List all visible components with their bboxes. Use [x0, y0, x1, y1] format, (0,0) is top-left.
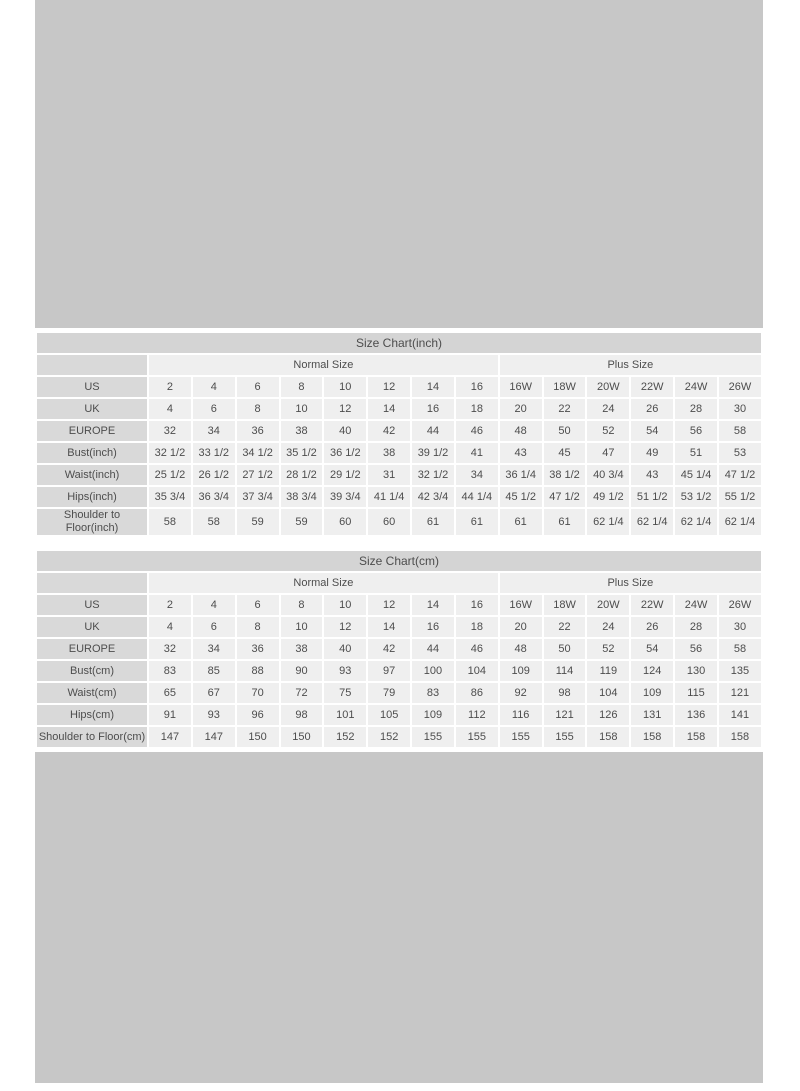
- value-cell: 61: [544, 509, 586, 535]
- value-cell: 65: [149, 683, 191, 703]
- value-cell: 72: [281, 683, 323, 703]
- value-cell: 130: [675, 661, 717, 681]
- value-cell: 62 1/4: [631, 509, 673, 535]
- value-cell: 52: [587, 421, 629, 441]
- value-cell: 6: [193, 399, 235, 419]
- value-cell: 45 1/4: [675, 465, 717, 485]
- row-label: UK: [37, 399, 147, 419]
- value-cell: 38: [281, 639, 323, 659]
- table-row: [37, 705, 761, 725]
- value-cell: 38 3/4: [281, 487, 323, 507]
- value-cell: 16: [412, 617, 454, 637]
- value-cell: 67: [193, 683, 235, 703]
- value-cell: 25 1/2: [149, 465, 191, 485]
- table-row: [37, 617, 761, 637]
- value-cell: 93: [324, 661, 366, 681]
- value-cell: 34 1/2: [237, 443, 279, 463]
- value-cell: 90: [281, 661, 323, 681]
- value-cell: 8: [281, 377, 323, 397]
- value-cell: 22: [544, 617, 586, 637]
- value-cell: 24W: [675, 377, 717, 397]
- row-label: Waist(inch): [37, 465, 147, 485]
- row-label: Bust(cm): [37, 661, 147, 681]
- value-cell: 38: [281, 421, 323, 441]
- value-cell: 34: [456, 465, 498, 485]
- value-cell: 20W: [587, 595, 629, 615]
- table-row: [37, 661, 761, 681]
- value-cell: 43: [500, 443, 542, 463]
- value-cell: 18W: [544, 377, 586, 397]
- value-cell: 79: [368, 683, 410, 703]
- value-cell: 37 3/4: [237, 487, 279, 507]
- value-cell: 4: [193, 377, 235, 397]
- value-cell: 32 1/2: [412, 465, 454, 485]
- value-cell: 158: [587, 727, 629, 747]
- value-cell: 42 3/4: [412, 487, 454, 507]
- value-cell: 6: [237, 595, 279, 615]
- value-cell: 121: [719, 683, 761, 703]
- size-charts-section: [35, 331, 763, 749]
- value-cell: 136: [675, 705, 717, 725]
- table-row: [37, 727, 761, 747]
- row-label: Hips(inch): [37, 487, 147, 507]
- row-label: EUROPE: [37, 421, 147, 441]
- size-chart-cm-table: [35, 549, 763, 749]
- value-cell: 62 1/4: [719, 509, 761, 535]
- value-cell: 46: [456, 639, 498, 659]
- value-cell: 36 1/4: [500, 465, 542, 485]
- value-cell: 126: [587, 705, 629, 725]
- value-cell: 41: [456, 443, 498, 463]
- value-cell: 44: [412, 639, 454, 659]
- value-cell: 53: [719, 443, 761, 463]
- value-cell: 91: [149, 705, 191, 725]
- value-cell: 8: [237, 617, 279, 637]
- value-cell: 2: [149, 377, 191, 397]
- value-cell: 26 1/2: [193, 465, 235, 485]
- value-cell: 16: [456, 377, 498, 397]
- table-row: [37, 639, 761, 659]
- value-cell: 40: [324, 639, 366, 659]
- group-header-blank-cell: [37, 573, 147, 593]
- value-cell: 49 1/2: [587, 487, 629, 507]
- value-cell: 16W: [500, 377, 542, 397]
- value-cell: 59: [281, 509, 323, 535]
- value-cell: 50: [544, 421, 586, 441]
- value-cell: 22W: [631, 377, 673, 397]
- value-cell: 58: [719, 421, 761, 441]
- value-cell: 26: [631, 617, 673, 637]
- value-cell: 152: [324, 727, 366, 747]
- value-cell: 58: [193, 509, 235, 535]
- value-cell: 62 1/4: [587, 509, 629, 535]
- value-cell: 60: [324, 509, 366, 535]
- row-label: Shoulder to Floor(cm): [37, 727, 147, 747]
- value-cell: 58: [149, 509, 191, 535]
- table-row: [37, 595, 761, 615]
- value-cell: 28: [675, 617, 717, 637]
- value-cell: 45: [544, 443, 586, 463]
- value-cell: 8: [281, 595, 323, 615]
- value-cell: 14: [368, 399, 410, 419]
- value-cell: 150: [237, 727, 279, 747]
- value-cell: 158: [675, 727, 717, 747]
- value-cell: 30: [719, 399, 761, 419]
- value-cell: 10: [324, 595, 366, 615]
- value-cell: 131: [631, 705, 673, 725]
- value-cell: 14: [412, 595, 454, 615]
- value-cell: 4: [193, 595, 235, 615]
- value-cell: 44: [412, 421, 454, 441]
- value-cell: 10: [324, 377, 366, 397]
- value-cell: 4: [149, 399, 191, 419]
- value-cell: 18W: [544, 595, 586, 615]
- value-cell: 35 1/2: [281, 443, 323, 463]
- value-cell: 70: [237, 683, 279, 703]
- value-cell: 119: [587, 661, 629, 681]
- value-cell: 141: [719, 705, 761, 725]
- value-cell: 51 1/2: [631, 487, 673, 507]
- value-cell: 12: [324, 617, 366, 637]
- value-cell: 83: [149, 661, 191, 681]
- value-cell: 86: [456, 683, 498, 703]
- value-cell: 26: [631, 399, 673, 419]
- value-cell: 36 3/4: [193, 487, 235, 507]
- value-cell: 98: [281, 705, 323, 725]
- value-cell: 147: [149, 727, 191, 747]
- value-cell: 22: [544, 399, 586, 419]
- value-cell: 30: [719, 617, 761, 637]
- value-cell: 26W: [719, 377, 761, 397]
- value-cell: 26W: [719, 595, 761, 615]
- row-label: US: [37, 595, 147, 615]
- value-cell: 46: [456, 421, 498, 441]
- value-cell: 42: [368, 421, 410, 441]
- value-cell: 42: [368, 639, 410, 659]
- value-cell: 28 1/2: [281, 465, 323, 485]
- value-cell: 28: [675, 399, 717, 419]
- value-cell: 92: [500, 683, 542, 703]
- value-cell: 16: [412, 399, 454, 419]
- value-cell: 62 1/4: [675, 509, 717, 535]
- value-cell: 158: [631, 727, 673, 747]
- value-cell: 112: [456, 705, 498, 725]
- value-cell: 44 1/4: [456, 487, 498, 507]
- group-header-normal-size: Normal Size: [149, 573, 498, 593]
- value-cell: 34: [193, 421, 235, 441]
- value-cell: 97: [368, 661, 410, 681]
- value-cell: 12: [324, 399, 366, 419]
- value-cell: 40: [324, 421, 366, 441]
- group-header-plus-size: Plus Size: [500, 355, 761, 375]
- value-cell: 54: [631, 421, 673, 441]
- value-cell: 52: [587, 639, 629, 659]
- group-header-normal-size: Normal Size: [149, 355, 498, 375]
- value-cell: 32: [149, 639, 191, 659]
- value-cell: 18: [456, 399, 498, 419]
- value-cell: 8: [237, 399, 279, 419]
- value-cell: 10: [281, 617, 323, 637]
- value-cell: 10: [281, 399, 323, 419]
- value-cell: 61: [456, 509, 498, 535]
- value-cell: 54: [631, 639, 673, 659]
- value-cell: 109: [500, 661, 542, 681]
- value-cell: 116: [500, 705, 542, 725]
- value-cell: 150: [281, 727, 323, 747]
- value-cell: 53 1/2: [675, 487, 717, 507]
- value-cell: 61: [412, 509, 454, 535]
- value-cell: 104: [587, 683, 629, 703]
- size-chart-inch-table: [35, 331, 763, 537]
- value-cell: 32 1/2: [149, 443, 191, 463]
- value-cell: 18: [456, 617, 498, 637]
- value-cell: 85: [193, 661, 235, 681]
- value-cell: 56: [675, 639, 717, 659]
- value-cell: 109: [412, 705, 454, 725]
- value-cell: 114: [544, 661, 586, 681]
- value-cell: 24W: [675, 595, 717, 615]
- value-cell: 105: [368, 705, 410, 725]
- value-cell: 39 1/2: [412, 443, 454, 463]
- value-cell: 33 1/2: [193, 443, 235, 463]
- table-row: [37, 377, 761, 397]
- value-cell: 38: [368, 443, 410, 463]
- value-cell: 155: [456, 727, 498, 747]
- value-cell: 20: [500, 617, 542, 637]
- value-cell: 47 1/2: [544, 487, 586, 507]
- table-row: [37, 465, 761, 485]
- value-cell: 158: [719, 727, 761, 747]
- value-cell: 48: [500, 421, 542, 441]
- value-cell: 121: [544, 705, 586, 725]
- value-cell: 16: [456, 595, 498, 615]
- value-cell: 58: [719, 639, 761, 659]
- value-cell: 96: [237, 705, 279, 725]
- value-cell: 50: [544, 639, 586, 659]
- group-header-blank-cell: [37, 355, 147, 375]
- table-row: [37, 487, 761, 507]
- value-cell: 41 1/4: [368, 487, 410, 507]
- value-cell: 31: [368, 465, 410, 485]
- value-cell: 6: [237, 377, 279, 397]
- value-cell: 152: [368, 727, 410, 747]
- value-cell: 22W: [631, 595, 673, 615]
- value-cell: 104: [456, 661, 498, 681]
- value-cell: 83: [412, 683, 454, 703]
- value-cell: 38 1/2: [544, 465, 586, 485]
- value-cell: 34: [193, 639, 235, 659]
- value-cell: 14: [412, 377, 454, 397]
- value-cell: 101: [324, 705, 366, 725]
- value-cell: 24: [587, 399, 629, 419]
- value-cell: 36: [237, 639, 279, 659]
- value-cell: 135: [719, 661, 761, 681]
- value-cell: 20W: [587, 377, 629, 397]
- row-label: Shoulder to Floor(inch): [37, 509, 147, 535]
- value-cell: 75: [324, 683, 366, 703]
- row-label: Hips(cm): [37, 705, 147, 725]
- value-cell: 12: [368, 595, 410, 615]
- value-cell: 147: [193, 727, 235, 747]
- value-cell: 47: [587, 443, 629, 463]
- value-cell: 61: [500, 509, 542, 535]
- value-cell: 48: [500, 639, 542, 659]
- value-cell: 93: [193, 705, 235, 725]
- table-row: [37, 683, 761, 703]
- value-cell: 88: [237, 661, 279, 681]
- value-cell: 155: [500, 727, 542, 747]
- value-cell: 47 1/2: [719, 465, 761, 485]
- table-row: [37, 443, 761, 463]
- value-cell: 155: [412, 727, 454, 747]
- value-cell: 27 1/2: [237, 465, 279, 485]
- product-image-placeholder-top: [35, 0, 763, 328]
- value-cell: 36 1/2: [324, 443, 366, 463]
- row-label: UK: [37, 617, 147, 637]
- value-cell: 2: [149, 595, 191, 615]
- value-cell: 12: [368, 377, 410, 397]
- row-label: Waist(cm): [37, 683, 147, 703]
- value-cell: 51: [675, 443, 717, 463]
- value-cell: 20: [500, 399, 542, 419]
- value-cell: 59: [237, 509, 279, 535]
- value-cell: 40 3/4: [587, 465, 629, 485]
- value-cell: 36: [237, 421, 279, 441]
- table-row: [37, 421, 761, 441]
- size-chart-inch-title: Size Chart(inch): [37, 333, 761, 353]
- value-cell: 115: [675, 683, 717, 703]
- value-cell: 4: [149, 617, 191, 637]
- group-header-plus-size: Plus Size: [500, 573, 761, 593]
- table-row: [37, 399, 761, 419]
- size-chart-cm-title: Size Chart(cm): [37, 551, 761, 571]
- product-image-placeholder-bottom: [35, 752, 763, 1083]
- row-label: US: [37, 377, 147, 397]
- value-cell: 49: [631, 443, 673, 463]
- value-cell: 60: [368, 509, 410, 535]
- value-cell: 24: [587, 617, 629, 637]
- value-cell: 39 3/4: [324, 487, 366, 507]
- value-cell: 43: [631, 465, 673, 485]
- value-cell: 6: [193, 617, 235, 637]
- value-cell: 29 1/2: [324, 465, 366, 485]
- row-label: EUROPE: [37, 639, 147, 659]
- value-cell: 55 1/2: [719, 487, 761, 507]
- value-cell: 98: [544, 683, 586, 703]
- row-label: Bust(inch): [37, 443, 147, 463]
- value-cell: 16W: [500, 595, 542, 615]
- value-cell: 124: [631, 661, 673, 681]
- value-cell: 155: [544, 727, 586, 747]
- value-cell: 45 1/2: [500, 487, 542, 507]
- value-cell: 109: [631, 683, 673, 703]
- table-row: [37, 509, 761, 535]
- page-content-column: [35, 0, 763, 1083]
- value-cell: 56: [675, 421, 717, 441]
- value-cell: 35 3/4: [149, 487, 191, 507]
- value-cell: 14: [368, 617, 410, 637]
- value-cell: 100: [412, 661, 454, 681]
- value-cell: 32: [149, 421, 191, 441]
